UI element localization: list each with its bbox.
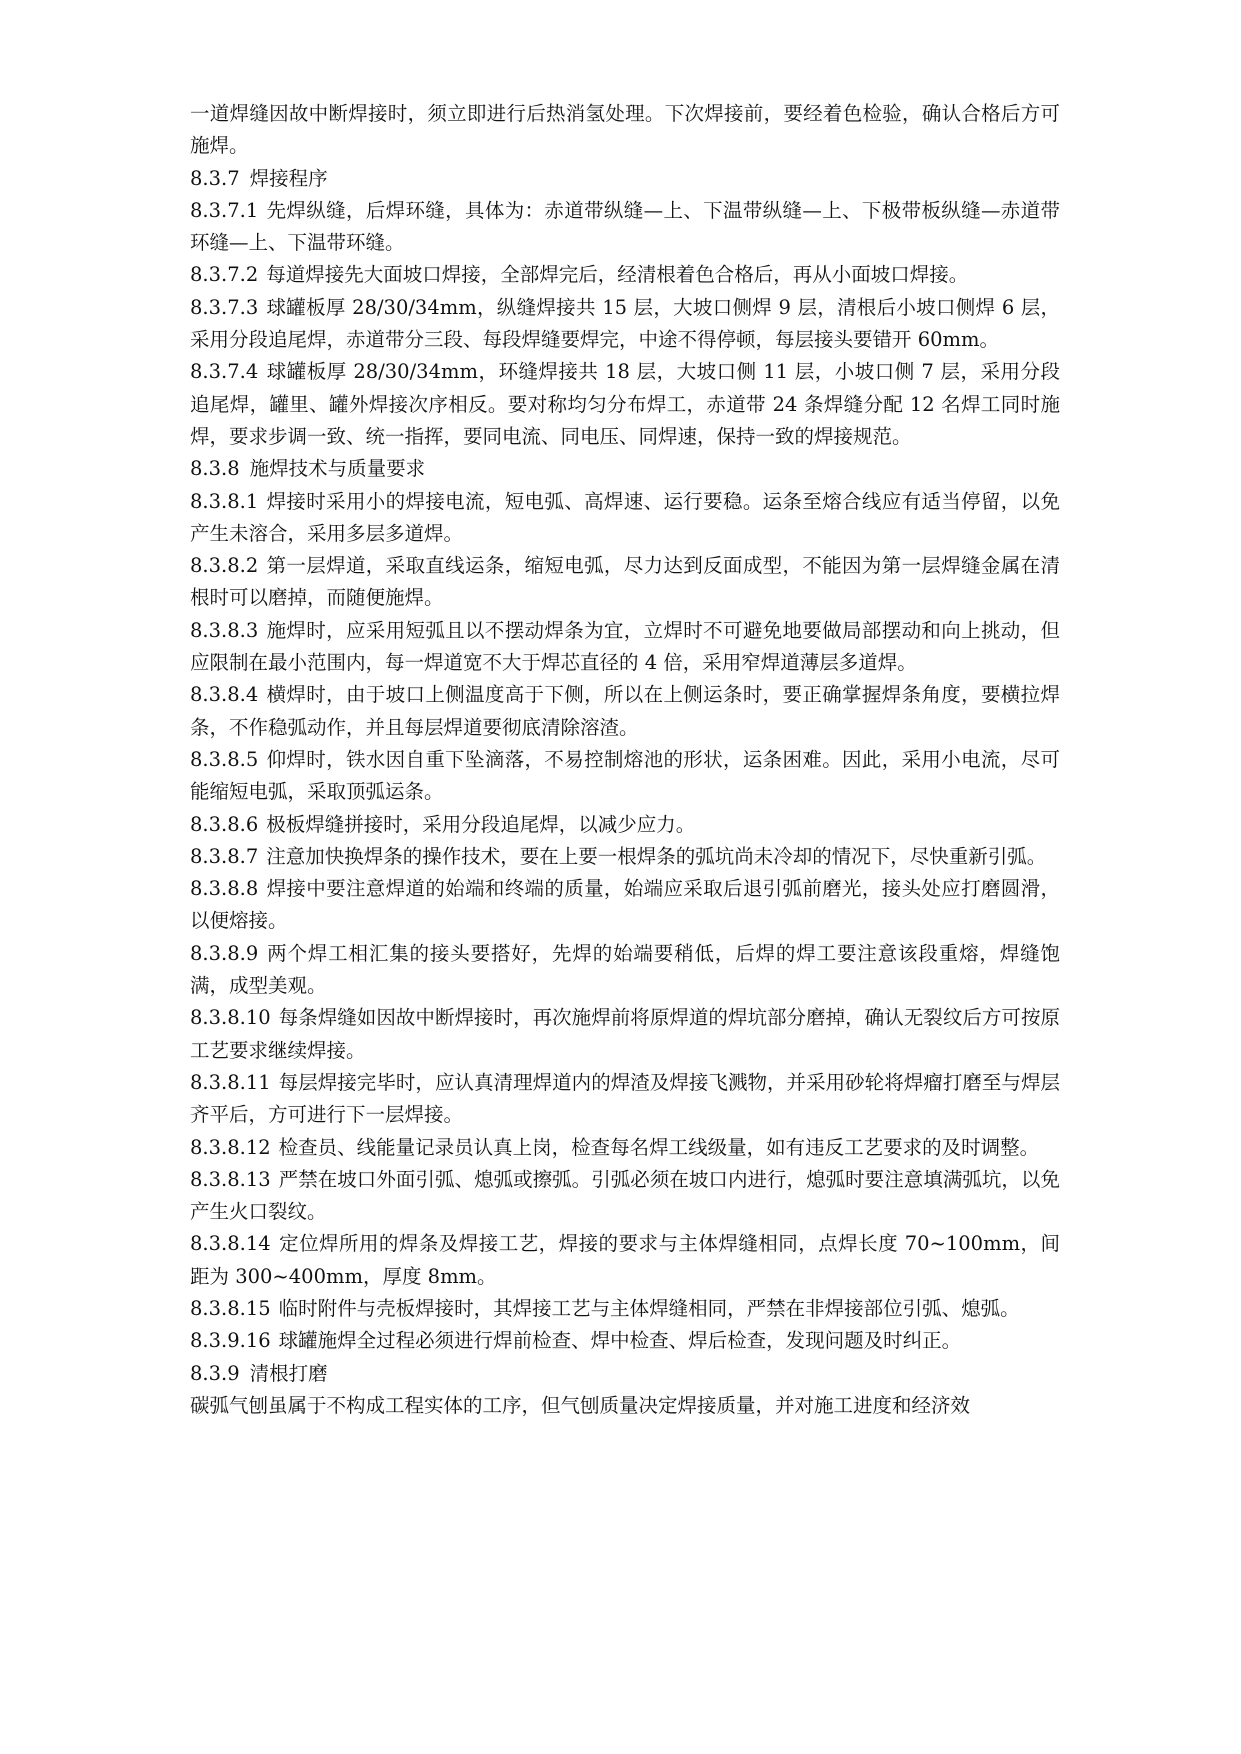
paragraph-text: 碳弧气刨虽属于不构成工程实体的工序，但气刨质量决定焊接质量，并对施工进度和经济效	[190, 1393, 971, 1417]
clause-number: 8.3.8.1	[190, 489, 259, 513]
paragraph-text: 定位焊所用的焊条及焊接工艺，焊接的要求与主体焊缝相同，点焊长度 70~100mm，间距为 300~400mm，厚度 8mm。	[190, 1232, 1060, 1288]
paragraph-text: 球罐板厚 28/30/34mm，纵缝焊接共 15 层，大坡口侧焊 9 层，清根后小坡口侧焊 6 层，采用分段追尾焊，赤道带分三段、每段焊缝要焊完，中途不得停顿，每层接头要错开 60mm。	[190, 295, 1060, 352]
paragraph-text: 两个焊工相汇集的接头要搭好，先焊的始端要稍低，后焊的焊工要注意该段重熔，焊缝饱满，成型美观。	[190, 941, 1060, 998]
clause-number: 8.3.9.16	[190, 1329, 271, 1353]
paragraph	[190, 259, 1060, 291]
paragraph	[190, 615, 1060, 680]
paragraph-text: 仰焊时，铁水因自重下坠滴落，不易控制熔池的形状，运条困难。因此，采用小电流，尽可能缩短电弧，采取顶弧运条。	[190, 747, 1060, 804]
paragraph	[190, 744, 1060, 809]
paragraph	[190, 550, 1060, 615]
clause-number: 8.3.7.1	[190, 198, 259, 222]
paragraph	[190, 486, 1060, 551]
document-page	[190, 98, 1060, 1422]
paragraph-text: 每道焊接先大面坡口焊接，全部焊完后，经清根着色合格后，再从小面坡口焊接。	[266, 263, 969, 287]
paragraph-text: 一道焊缝因故中断焊接时，须立即进行后热消氢处理。下次焊接前，要经着色检验，确认合格后方可施焊。	[190, 102, 1060, 158]
clause-number: 8.3.8.7	[190, 844, 259, 868]
section-title: 清根打磨	[249, 1361, 328, 1385]
paragraph	[190, 1164, 1060, 1229]
clause-number: 8.3.8.12	[190, 1135, 271, 1159]
paragraph-text: 施焊时，应采用短弧且以不摆动焊条为宜，立焊时不可避免地要做局部摆动和向上挑动，但应限制在最小范围内，每一焊道宽不大于焊芯直径的 4 倍，采用窄焊道薄层多道焊。	[190, 618, 1060, 675]
section-title: 焊接程序	[249, 166, 328, 190]
paragraph-text: 焊接中要注意焊道的始端和终端的质量，始端应采取后退引弧前磨光，接头处应打磨圆滑，以便熔接。	[190, 877, 1060, 933]
clause-number: 8.3.8.5	[190, 747, 259, 771]
section-number: 8.3.7	[190, 166, 240, 190]
paragraph	[190, 98, 1060, 163]
section-number: 8.3.9	[190, 1361, 240, 1385]
paragraph	[190, 809, 1060, 841]
paragraph	[190, 356, 1060, 453]
clause-number: 8.3.8.14	[190, 1232, 271, 1256]
paragraph-text: 严禁在坡口外面引弧、熄弧或擦弧。引弧必须在坡口内进行，熄弧时要注意填满弧坑，以免产生火口裂纹。	[190, 1167, 1060, 1224]
clause-number: 8.3.7.4	[190, 360, 259, 384]
clause-number: 8.3.7.3	[190, 295, 259, 319]
section-heading	[190, 163, 1060, 195]
paragraph	[190, 1002, 1060, 1067]
paragraph-text: 球罐板厚 28/30/34mm，环缝焊接共 18 层，大坡口侧 11 层，小坡口侧 7 层，采用分段追尾焊，罐里、罐外焊接次序相反。要对称均匀分布焊工，赤道带 24 条焊缝分配 12 名焊工同时施焊，要求步调一致、统一指挥，要同电流、同电压、同焊速，保持一致的焊接规范。	[190, 360, 1060, 448]
paragraph	[190, 938, 1060, 1003]
paragraph-text: 每条焊缝如因故中断焊接时，再次施焊前将原焊道的焊坑部分磨掉，确认无裂纹后方可按原工艺要求继续焊接。	[190, 1006, 1060, 1062]
paragraph	[190, 292, 1060, 357]
paragraph	[190, 1132, 1060, 1164]
clause-number: 8.3.8.9	[190, 941, 259, 965]
paragraph-text: 焊接时采用小的焊接电流，短电弧、高焊速、运行要稳。运条至熔合线应有适当停留，以免产生未溶合，采用多层多道焊。	[190, 489, 1060, 545]
paragraph-text: 先焊纵缝，后焊环缝，具体为：赤道带纵缝—上、下温带纵缝—上、下极带板纵缝—赤道带环缝—上、下温带环缝。	[190, 198, 1060, 255]
paragraph-text: 每层焊接完毕时，应认真清理焊道内的焊渣及焊接飞溅物，并采用砂轮将焊瘤打磨至与焊层齐平后，方可进行下一层焊接。	[190, 1070, 1060, 1127]
clause-number: 8.3.8.11	[190, 1070, 271, 1094]
paragraph	[190, 195, 1060, 260]
clause-number: 8.3.8.8	[190, 877, 259, 901]
paragraph	[190, 1228, 1060, 1293]
paragraph	[190, 1390, 1060, 1422]
section-heading	[190, 453, 1060, 485]
paragraph-text: 球罐施焊全过程必须进行焊前检查、焊中检查、焊后检查，发现问题及时纠正。	[278, 1329, 962, 1353]
clause-number: 8.3.8.13	[190, 1167, 271, 1191]
section-number: 8.3.8	[190, 457, 240, 481]
paragraph	[190, 1067, 1060, 1132]
clause-number: 8.3.8.4	[190, 683, 259, 707]
paragraph	[190, 679, 1060, 744]
paragraph	[190, 841, 1060, 873]
clause-number: 8.3.8.6	[190, 812, 259, 836]
paragraph	[190, 1325, 1060, 1357]
paragraph-text: 第一层焊道，采取直线运条，缩短电弧，尽力达到反面成型，不能因为第一层焊缝金属在清根时可以磨掉，而随便施焊。	[190, 554, 1060, 610]
paragraph-text: 注意加快换焊条的操作技术，要在上要一根焊条的弧坑尚未冷却的情况下，尽快重新引弧。	[266, 844, 1047, 868]
clause-number: 8.3.8.10	[190, 1006, 271, 1030]
paragraph-text: 检查员、线能量记录员认真上岗，检查每名焊工线级量，如有违反工艺要求的及时调整。	[278, 1135, 1040, 1159]
clause-number: 8.3.8.3	[190, 618, 259, 642]
section-heading	[190, 1358, 1060, 1390]
paragraph	[190, 873, 1060, 938]
clause-number: 8.3.7.2	[190, 263, 259, 287]
paragraph-text: 极板焊缝拼接时，采用分段追尾焊，以减少应力。	[266, 812, 696, 836]
clause-number: 8.3.8.15	[190, 1296, 271, 1320]
section-title: 施焊技术与质量要求	[249, 457, 426, 481]
clause-number: 8.3.8.2	[190, 554, 259, 578]
paragraph-text: 横焊时，由于坡口上侧温度高于下侧，所以在上侧运条时，要正确掌握焊条角度，要横拉焊条，不作稳弧动作，并且每层焊道要彻底清除溶渣。	[190, 683, 1060, 739]
paragraph	[190, 1293, 1060, 1325]
paragraph-text: 临时附件与壳板焊接时，其焊接工艺与主体焊缝相同，严禁在非焊接部位引弧、熄弧。	[278, 1296, 1020, 1320]
